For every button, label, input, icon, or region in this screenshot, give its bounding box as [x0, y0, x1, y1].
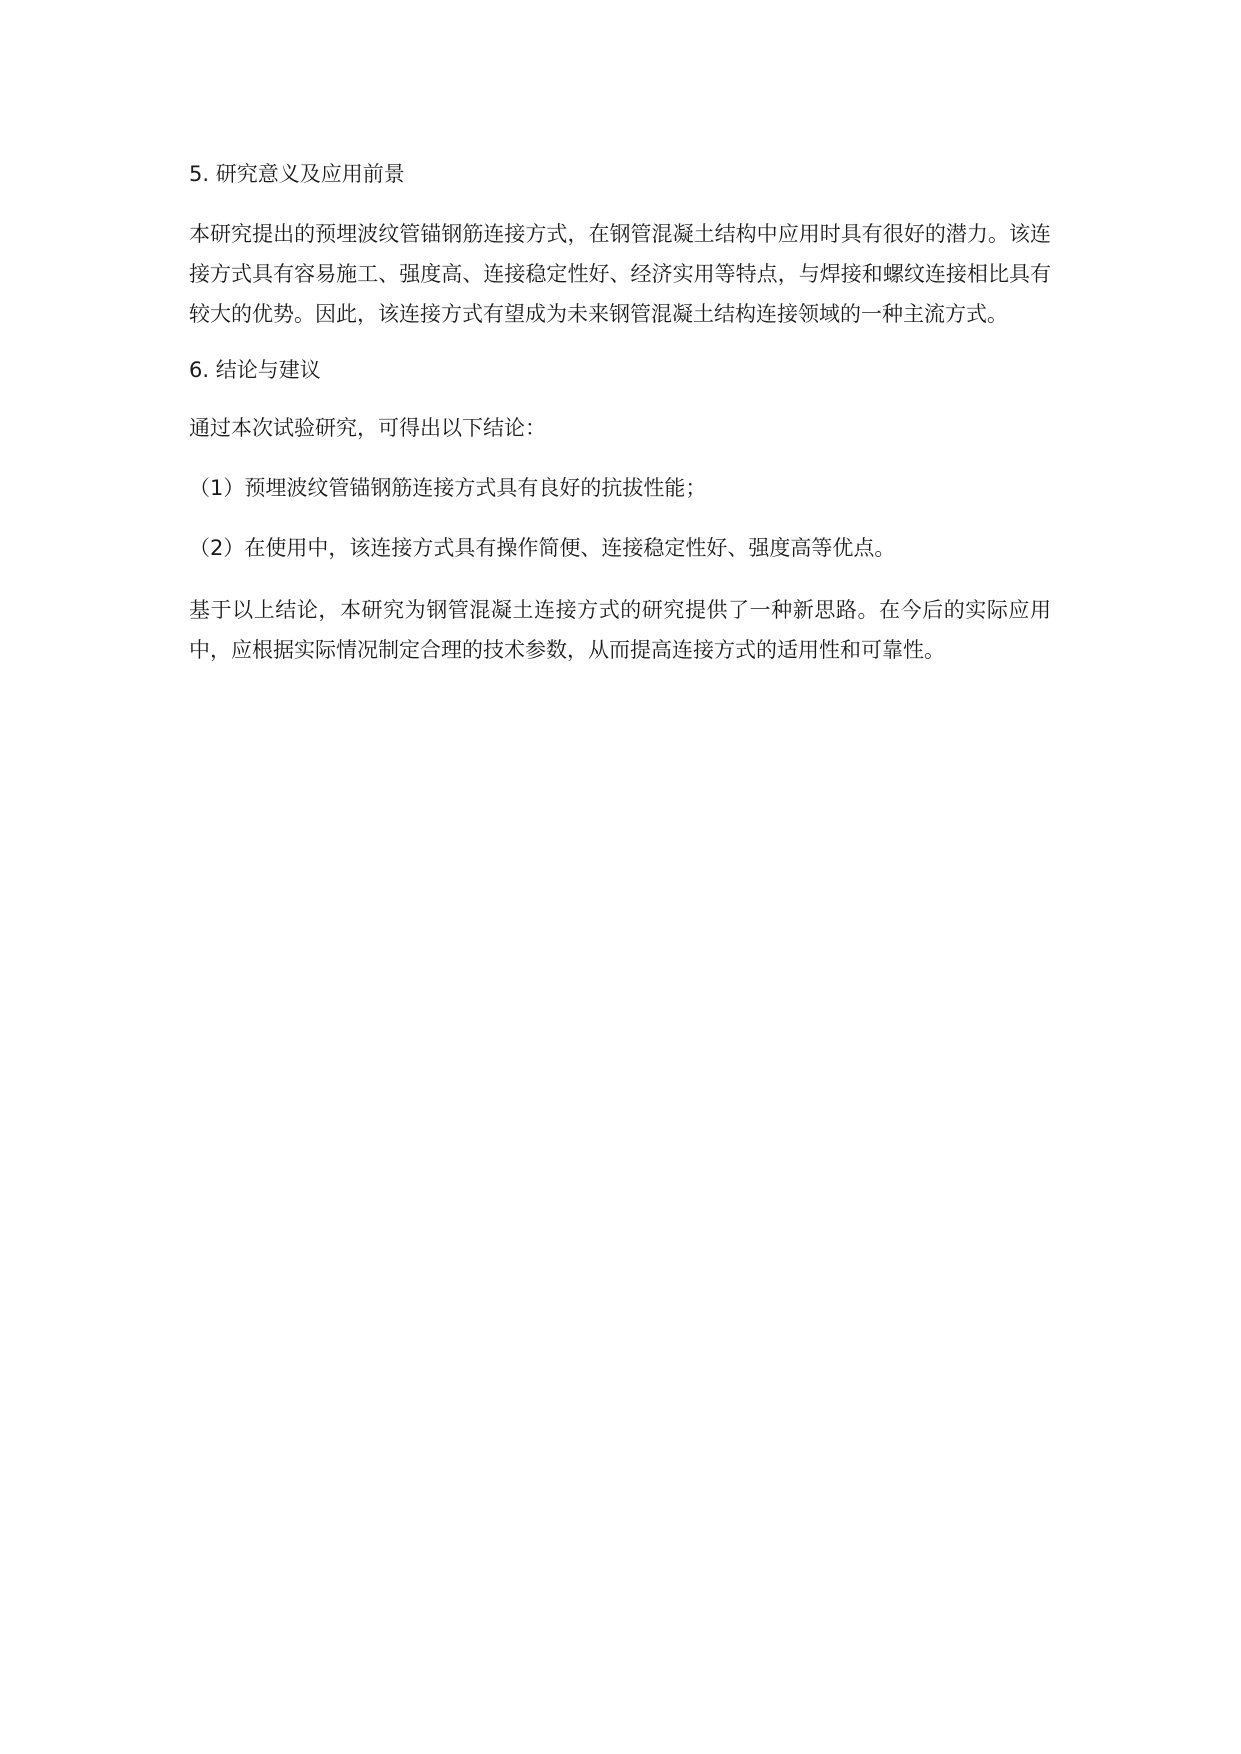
- section-6-heading: 6. 结论与建议: [189, 358, 321, 382]
- conclusions-intro: 通过本次试验研究，可得出以下结论：: [189, 416, 546, 440]
- section-5-paragraph: 本研究提出的预埋波纹管锚钢筋连接方式，在钢管混凝土结构中应用时具有很好的潜力。该连接方式具有容易施工、强度高、连接稳定性好、经济实用等特点，与焊接和螺纹连接相比具有较大的优势。因此，该连接方式有望成为未来钢管混凝土结构连接领域的一种主流方式。: [189, 222, 1051, 326]
- section-5-heading: 5. 研究意义及应用前景: [189, 162, 405, 186]
- conclusion-item-1: （1）预埋波纹管锚钢筋连接方式具有良好的抗拔性能；: [189, 476, 707, 500]
- document-page: [189, 156, 1051, 688]
- closing-paragraph: 基于以上结论，本研究为钢管混凝土连接方式的研究提供了一种新思路。在今后的实际应用中，应根据实际情况制定合理的技术参数，从而提高连接方式的适用性和可靠性。: [189, 598, 1051, 662]
- conclusion-item-2: （2）在使用中，该连接方式具有操作简便、连接稳定性好、强度高等优点。: [189, 536, 896, 560]
